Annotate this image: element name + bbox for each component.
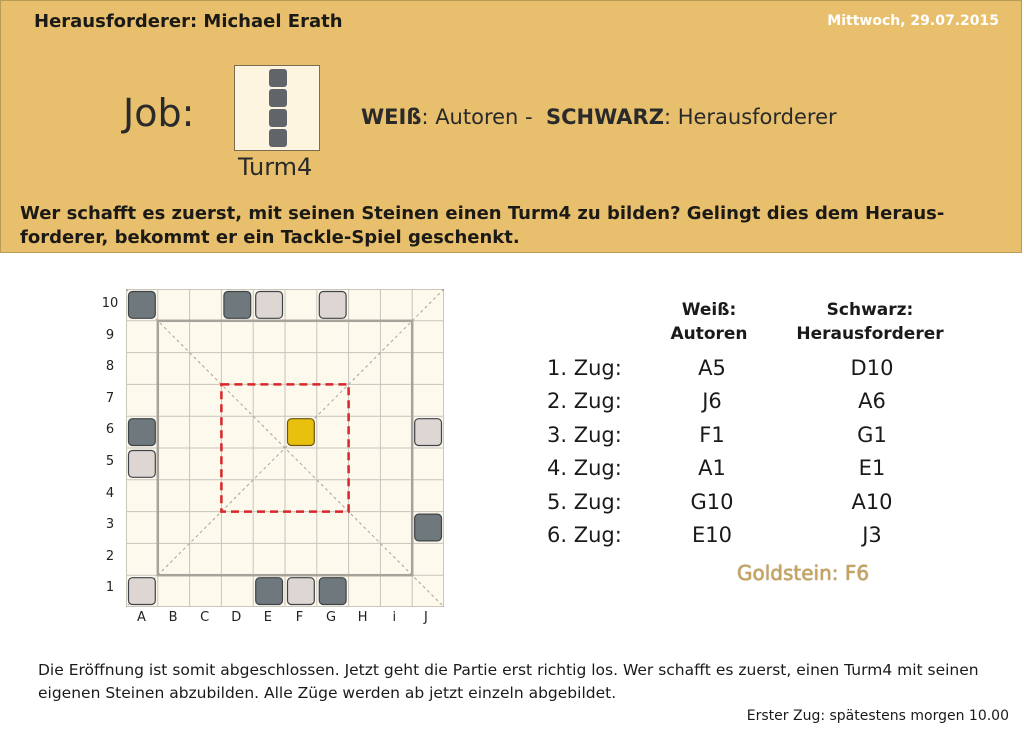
file-label: D (231, 610, 242, 625)
gold-piece-F6 (288, 419, 315, 446)
white-piece-E10 (256, 292, 283, 319)
white-piece-F1 (288, 578, 315, 605)
move-row (547, 423, 907, 453)
black-move: D10 (850, 356, 894, 380)
file-label: E (263, 610, 272, 625)
goldstone-label: Goldstein: F6 (737, 561, 870, 585)
rank-label: 1 (105, 580, 115, 596)
white-column-head: Weiß: Autoren (670, 300, 748, 344)
black-piece-A6 (129, 419, 156, 446)
move-row (547, 389, 907, 419)
footer-text: Die Eröffnung ist somit abgeschlossen. Jetzt geht die Partie erst richtig los. Wer schafft es zuerst, einen Turm4 mit seinen eigenen Steinen abzubilden. Alle Züge werden ab jetzt einzeln abgebildet. (38, 661, 979, 702)
file-label: J (423, 610, 428, 625)
white-role-label: WEIß (361, 105, 422, 129)
black-piece-D10 (224, 292, 251, 319)
file-label: F (295, 610, 304, 625)
board-svg[interactable] (126, 289, 444, 607)
white-piece-G10 (319, 292, 346, 319)
black-role-value: : Herausforderer (663, 105, 837, 129)
game-board[interactable] (126, 289, 444, 611)
move-row (547, 456, 907, 486)
file-label: C (200, 610, 210, 625)
rank-label: 10 (101, 296, 119, 311)
black-move: G1 (857, 422, 887, 447)
black-role-label: SCHWARZ (545, 105, 664, 129)
file-label: H (357, 610, 368, 625)
rank-label: 2 (105, 548, 115, 564)
black-piece-E1 (256, 578, 283, 605)
move-number: 3. Zug: (547, 422, 622, 447)
rank-label: 9 (105, 327, 115, 343)
black-piece-J3 (415, 514, 442, 541)
white-piece-A5 (129, 451, 156, 478)
move-number: 4. Zug: (547, 456, 622, 481)
white-move: G10 (690, 489, 734, 514)
deadline-text: Erster Zug: spätestens morgen 10.00 (746, 708, 1009, 724)
rank-label: 7 (105, 390, 115, 406)
rank-label: 6 (105, 422, 115, 438)
move-row (547, 523, 907, 553)
move-number: 5. Zug: (547, 489, 622, 514)
move-row (547, 356, 907, 386)
move-number: 6. Zug: (547, 523, 622, 547)
white-move: E10 (692, 523, 732, 547)
challenge-header (0, 0, 1022, 253)
job-icon-caption: Turm4 (238, 153, 313, 181)
rank-label: 3 (105, 517, 115, 533)
white-move: A5 (698, 356, 726, 380)
challenger-name: Herausforderer: Michael Erath (34, 11, 343, 32)
white-piece-A1 (129, 578, 156, 605)
rank-label: 4 (105, 485, 115, 501)
black-column-head: Schwarz: Herausforderer (796, 300, 944, 344)
black-move: E1 (858, 456, 886, 481)
file-label: G (326, 610, 337, 625)
white-move: J6 (702, 389, 722, 414)
tower-4-icon (234, 65, 320, 151)
job-label: Job: (123, 91, 195, 135)
move-number: 2. Zug: (547, 389, 622, 414)
file-label: B (168, 610, 178, 625)
file-label: i (392, 610, 397, 625)
rank-label: 5 (105, 454, 115, 469)
white-role-value: : Autoren - (421, 105, 540, 129)
black-move: A10 (851, 489, 893, 514)
black-piece-A10 (129, 292, 156, 319)
white-move: F1 (699, 422, 725, 447)
black-piece-G1 (319, 578, 346, 605)
rank-label: 8 (105, 359, 115, 375)
white-move: A1 (698, 456, 726, 481)
black-move: A6 (858, 389, 886, 414)
white-piece-J6 (415, 419, 442, 446)
black-move: J3 (862, 523, 882, 547)
roles-line (361, 105, 837, 129)
date-label: Mittwoch, 29.07.2015 (827, 13, 999, 29)
challenge-question: Wer schafft es zuerst, mit seinen Steinen einen Turm4 zu bilden? Gelingt dies dem Heraus-forderer, bekommt er ein Tackle-Spiel geschenkt. (20, 203, 945, 248)
move-row (547, 490, 907, 520)
file-label: A (137, 610, 146, 625)
move-number: 1. Zug: (547, 356, 622, 380)
